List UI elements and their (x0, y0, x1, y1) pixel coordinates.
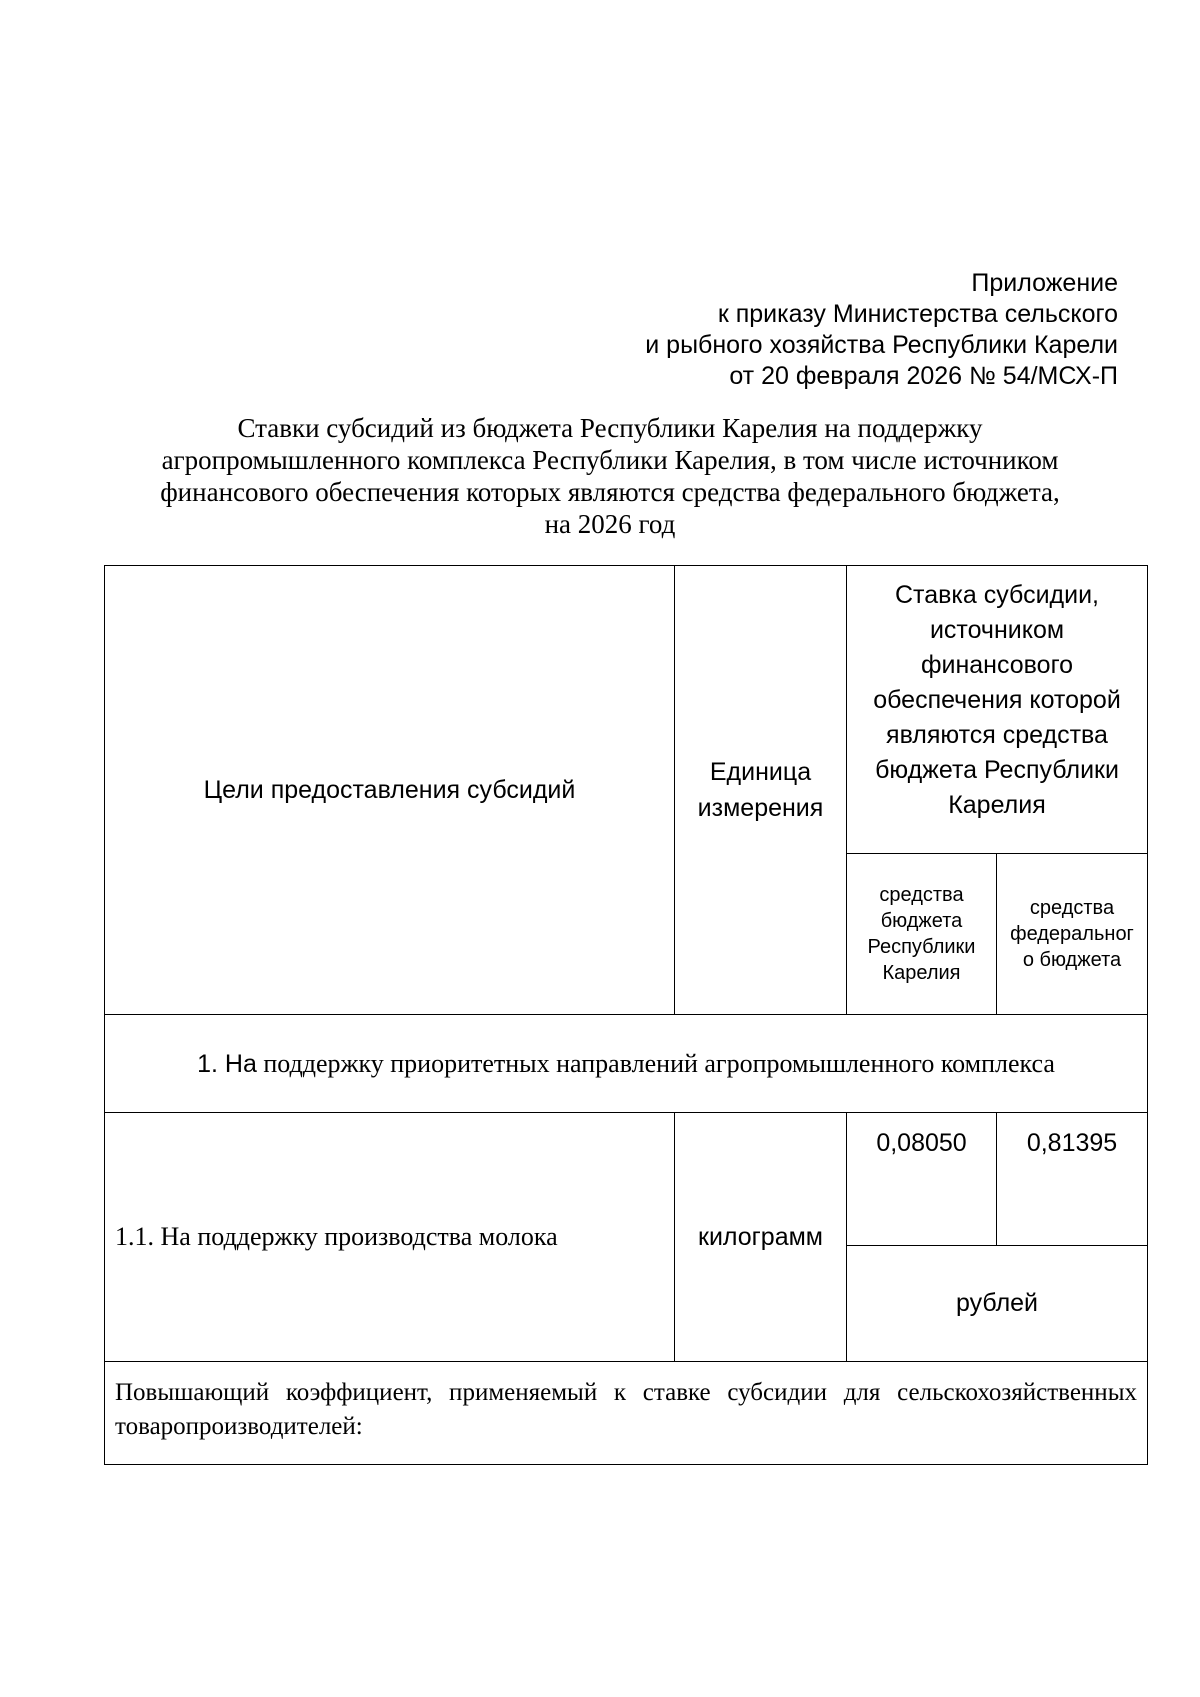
coefficient-text: Повышающий коэффициент, применяемый к ставке субсидии для сельскохозяйственных товаропроизводителей: (115, 1379, 1137, 1440)
header-rate-line: являются средства (886, 721, 1108, 749)
header-purpose: Цели предоставления субсидий (105, 566, 675, 1015)
header-rate-line: финансового (920, 651, 1074, 679)
section-number: 1. На (197, 1049, 257, 1078)
title-line-1: Ставки субсидий из бюджета Республики Карелия на поддержку (237, 413, 983, 443)
header-federal-line: о бюджета (1022, 949, 1122, 971)
item-regional-value: 0,08050 (847, 1113, 997, 1246)
appendix-title: Приложение (971, 269, 1118, 297)
header-federal-budget (997, 854, 1148, 1015)
coefficient-row (105, 1362, 1148, 1465)
section-row (105, 1015, 1148, 1113)
header-rate-line: Карелия (948, 791, 1046, 819)
title-line-2: агропромышленного комплекса Республики Карелия, в том числе источником (161, 445, 1059, 475)
section-heading (105, 1015, 1148, 1113)
header-regional-line: Республики (867, 936, 976, 958)
subsidy-rates-table (104, 565, 1148, 1465)
header-unit-line-2: измерения (697, 794, 824, 822)
header-regional-line: Карелия (882, 962, 961, 984)
header-federal-line: федеральног (1010, 923, 1134, 945)
header-rate-line: бюджета Республики (875, 756, 1119, 784)
header-unit (675, 566, 847, 1015)
title-line-4: на 2026 год (544, 509, 676, 539)
header-regional-budget (847, 854, 997, 1015)
header-rate (847, 566, 1148, 854)
header-unit-line-1: Единица (709, 758, 812, 786)
header-regional-line: средства (879, 884, 964, 906)
item-unit: килограмм (675, 1113, 847, 1362)
item-row (105, 1113, 1148, 1246)
item-currency: рублей (847, 1246, 1148, 1362)
title-line-3: финансового обеспечения которых являются средства федерального бюджета, (160, 477, 1060, 507)
appendix-ministry-line: и рыбного хозяйства Республики Карели (645, 331, 1118, 359)
appendix-header (645, 268, 1118, 392)
document-title (110, 412, 1110, 540)
table-header-row (105, 566, 1148, 854)
appendix-order-line: к приказу Министерства сельского (717, 300, 1118, 328)
header-rate-line: источником (929, 616, 1065, 644)
appendix-date-number: от 20 февраля 2026 № 54/МСХ-П (729, 362, 1118, 390)
item-federal-value: 0,81395 (997, 1113, 1148, 1246)
coefficient-cell (105, 1362, 1148, 1465)
header-regional-line: бюджета (880, 910, 963, 932)
header-rate-line: Ставка субсидии, (895, 581, 1099, 609)
header-federal-line: средства (1029, 897, 1115, 919)
item-name: 1.1. На поддержку производства молока (105, 1113, 675, 1362)
section-text: поддержку приоритетных направлений агропромышленного комплекса (256, 1048, 1055, 1078)
header-rate-line: обеспечения которой (873, 686, 1121, 714)
